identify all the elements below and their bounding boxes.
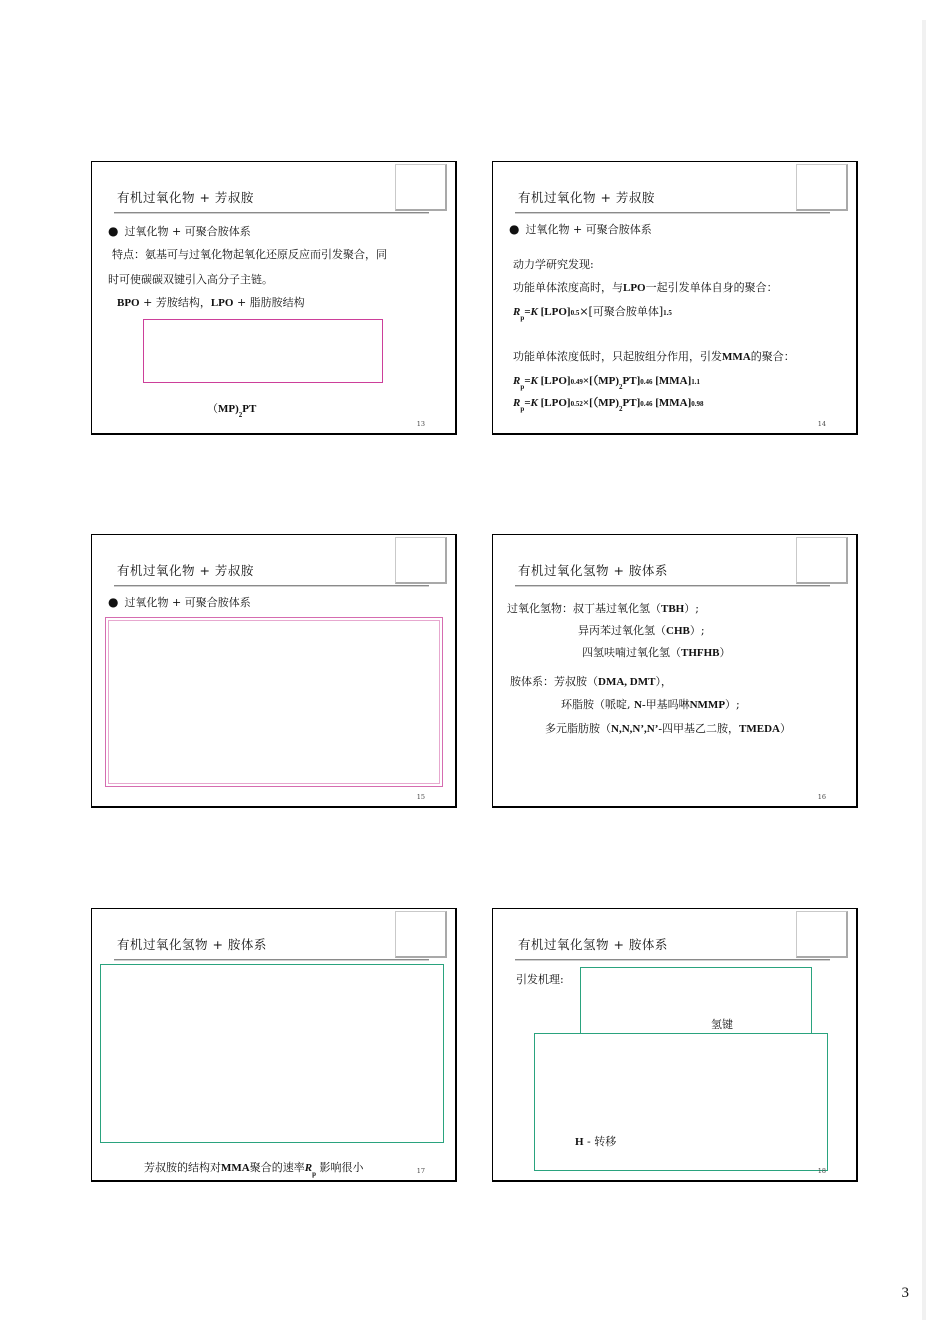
- figure-placeholder: [105, 617, 443, 787]
- high-concentration-line: 功能单体浓度高时，与LPO一起引发单体自身的聚合：: [513, 281, 778, 294]
- slide-14: [492, 161, 858, 435]
- kinetics-intro: 动力学研究发现:: [513, 258, 594, 271]
- slide-number: 15: [416, 793, 425, 801]
- rate-equation-1: $R_p=K$ [LPO]0.5×[可聚合胺单体]1.5: [513, 305, 672, 322]
- slide-title: 有机过氧化物 + 芳叔胺: [117, 190, 254, 205]
- slide-number: 16: [817, 793, 826, 801]
- slide-number: 14: [817, 420, 826, 428]
- rate-equation-3: $R_p=K$ $[LPO]0.52\times[(MP)_2PT]0.46$ [MMA]0.98: [513, 397, 704, 413]
- hydroperoxide-line-1: 过氧化氢物：叔丁基过氧化氢（TBH）;: [507, 602, 699, 615]
- title-divider: [114, 585, 429, 587]
- slide-16: [492, 534, 858, 808]
- slide-17: [91, 908, 457, 1182]
- slide-title: 有机过氧化物 + 芳叔胺: [117, 563, 254, 578]
- slide-number: 18: [817, 1167, 826, 1175]
- mechanism-label: 引发机理:: [516, 973, 564, 986]
- bullet-icon: ●: [108, 595, 119, 609]
- slide-corner-decoration: [796, 164, 848, 211]
- bullet-line: ● 过氧化物 + 可聚合胺体系: [108, 595, 251, 609]
- slide-number: 13: [416, 420, 425, 428]
- slide-corner-decoration: [796, 911, 848, 958]
- slide-title: 有机过氧化氢物 + 胺体系: [518, 563, 668, 578]
- amine-line-1: 胺体系：芳叔胺（DMA, DMT），: [510, 675, 672, 688]
- slide-number: 17: [416, 1167, 425, 1175]
- hydrogen-transfer-figure: [534, 1033, 828, 1171]
- slide-corner-decoration: [395, 911, 447, 958]
- amine-line-3: 多元脂肪胺（N,N,N’,N’-四甲基乙二胺，TMEDA）: [545, 722, 791, 735]
- figure-caption: 芳叔胺的结构对MMA聚合的速率$R_p$ 影响很小: [144, 1161, 364, 1178]
- slide-15: [91, 534, 457, 808]
- figure-placeholder: [100, 964, 444, 1143]
- slide-corner-decoration: [395, 537, 447, 584]
- low-concentration-line: 功能单体浓度低时，只起胺组分作用，引发MMA的聚合：: [513, 350, 795, 363]
- title-divider: [515, 212, 830, 214]
- slide-18: [492, 908, 858, 1182]
- hydrogen-bond-figure: [580, 967, 812, 1037]
- slide-corner-decoration: [395, 164, 447, 211]
- hydrogen-bond-label: 氢键: [711, 1018, 733, 1031]
- title-divider: [515, 585, 830, 587]
- figure-caption: $(MP)_2PT$: [207, 402, 257, 419]
- slide-title: 有机过氧化氢物 + 胺体系: [117, 937, 267, 952]
- title-divider: [515, 959, 830, 961]
- slide-title: 有机过氧化氢物 + 胺体系: [518, 937, 668, 952]
- bullet-icon: ●: [509, 222, 520, 236]
- structure-line: BPO + 芳胺结构，LPO + 脂肪胺结构: [117, 296, 305, 309]
- bullet-line: ● 过氧化物 + 可聚合胺体系: [108, 224, 251, 238]
- title-divider: [114, 212, 429, 214]
- rate-equation-2: $R_p=K$ $[LPO]0.49\times[(MP)_2PT]0.46$ [MMA]1.1: [513, 375, 701, 391]
- page-edge-shadow: [922, 20, 926, 1320]
- page-number: 3: [901, 1285, 909, 1301]
- slide-title: 有机过氧化物 + 芳叔胺: [518, 190, 655, 205]
- hydroperoxide-line-3: 四氢呋喃过氧化氢（THFHB）: [582, 646, 731, 659]
- hydrogen-transfer-label: H - 转移: [575, 1135, 617, 1148]
- feature-line-2: 时可使碳碳双键引入高分子主链。: [108, 273, 273, 286]
- slide-corner-decoration: [796, 537, 848, 584]
- slide-13: [91, 161, 457, 435]
- title-divider: [114, 959, 429, 961]
- feature-line-1: 特点：氨基可与过氧化物起氧化还原反应而引发聚合，同: [112, 248, 387, 261]
- hydroperoxide-line-2: 异丙苯过氧化氢（CHB）;: [578, 624, 705, 637]
- amine-line-2: 环脂胺（哌啶, N-甲基吗啉NMMP）;: [561, 698, 740, 711]
- bullet-icon: ●: [108, 224, 119, 238]
- bullet-line: ● 过氧化物 + 可聚合胺体系: [509, 222, 652, 236]
- structure-figure-placeholder: [143, 319, 383, 383]
